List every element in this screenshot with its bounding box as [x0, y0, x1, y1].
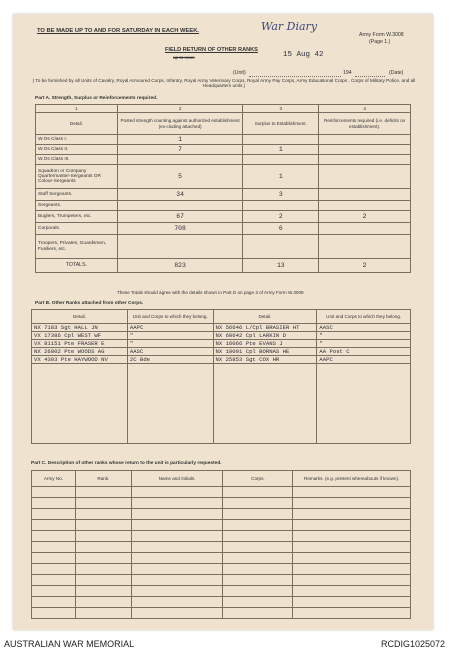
table-row	[32, 348, 411, 356]
table-row	[32, 332, 411, 340]
totals-surplus: 13	[243, 259, 319, 273]
attached-detail: VX 81151 Pte FRASER E	[32, 340, 128, 348]
form-title: FIELD RETURN OF OTHER RANKS	[165, 47, 258, 53]
archive-credit: AUSTRALIAN WAR MEMORIAL	[4, 639, 135, 649]
col-number: 2	[117, 105, 243, 113]
table-row	[32, 356, 411, 364]
archive-id: RCDIG1025072	[380, 639, 445, 649]
col-header-detail: Detail.	[213, 310, 317, 324]
row-label: Squadron or Company Quartermaster-Sergeants OR Colour-Sergeants	[36, 165, 118, 189]
posted-value: 1	[117, 135, 243, 145]
table-row	[36, 201, 411, 211]
table-row	[36, 189, 411, 201]
col-number: 4	[319, 105, 411, 113]
part-b-title: Part B. Other Ranks attached from other Corps.	[35, 301, 144, 306]
attached-detail: NX 60642 Cpl LARKIN D	[213, 332, 317, 340]
posted-value	[117, 235, 243, 259]
unit-label: (Unit)	[233, 70, 246, 76]
table-row	[36, 155, 411, 165]
reinf-value	[319, 223, 411, 235]
surplus-value: 3	[243, 189, 319, 201]
surplus-value	[243, 235, 319, 259]
totals-posted: 823	[117, 259, 243, 273]
table-row	[32, 324, 411, 332]
part-c-title: Part C. Description of other ranks whose return to the unit is particularly requested.	[31, 461, 222, 466]
col-header-corps: Corps.	[223, 471, 293, 487]
totals-label: TOTALS.	[36, 259, 118, 273]
part-b-table	[31, 309, 411, 444]
table-row	[36, 223, 411, 235]
reinf-value: 2	[319, 211, 411, 223]
form-page: (Page 1.)	[369, 39, 391, 45]
reinf-value	[319, 135, 411, 145]
col-number: 3	[243, 105, 319, 113]
reinf-value	[319, 155, 411, 165]
col-header-rank: Rank.	[75, 471, 131, 487]
posted-value: 7	[117, 145, 243, 155]
reinf-value	[319, 189, 411, 201]
posted-value	[117, 201, 243, 211]
return-date: 15 Aug 42	[283, 51, 324, 59]
surplus-value	[243, 135, 319, 145]
year-label: 194	[343, 70, 352, 76]
form-applicability-note: ( To be furnished by all Units of Cavalry, Royal Armoured Corps, Infantry, Royal Army Veterinary Corps, Royal Army Pay Corps, Army Educational Corps , Corps of Military Police, and all Headquarters units.)	[32, 78, 416, 89]
attached-unit: AASC	[127, 348, 213, 356]
reinf-value	[319, 235, 411, 259]
attached-detail: NX 25853 Sgt COX HR	[213, 356, 317, 364]
attached-unit: 2C Bde	[127, 356, 213, 364]
header-instruction: TO BE MADE UP TO AND FOR SATURDAY IN EACH WEEK.	[37, 28, 200, 34]
table-row	[36, 235, 411, 259]
posted-value	[117, 155, 243, 165]
attached-unit: AASC	[317, 324, 411, 332]
col-header-unit: Unit and Corps to which they belong.	[317, 310, 411, 324]
table-row	[36, 145, 411, 155]
col-header-posted: Posted strength counting against authorized establishment (ex-cluding attached)	[117, 113, 243, 135]
war-diary-stamp: War Diary	[261, 20, 318, 33]
col-header-army-no: Army No.	[32, 471, 76, 487]
row-label: Staff Sergeants.	[36, 189, 118, 201]
posted-value: 34	[117, 189, 243, 201]
attached-detail: NX 7183 Sgt HALL JN	[32, 324, 128, 332]
attached-unit: "	[127, 332, 213, 340]
row-label: Corporals.	[36, 223, 118, 235]
col-header-surplus: Surplus to Establishment.	[243, 113, 319, 135]
col-number: 1	[36, 105, 118, 113]
row-label: Troopers, Privates, Guardsmen, Fusiliers, etc.	[36, 235, 118, 259]
posted-value: 67	[117, 211, 243, 223]
date-label: (Date)	[389, 70, 404, 76]
attached-unit: AAPC	[317, 356, 411, 364]
reinf-value	[319, 145, 411, 155]
col-header-unit: Unit and Corps to which they belong.	[127, 310, 213, 324]
form-sheet	[13, 14, 433, 630]
attached-unit: AAPC	[127, 324, 213, 332]
reinf-value	[319, 201, 411, 211]
table-row	[36, 211, 411, 223]
attached-unit: "	[317, 332, 411, 340]
table-row	[36, 135, 411, 145]
surplus-value	[243, 201, 319, 211]
part-c-table	[31, 470, 411, 619]
row-label: W.Os Class II.	[36, 145, 118, 155]
surplus-value: 6	[243, 223, 319, 235]
posted-value: 5	[117, 165, 243, 189]
attached-unit: AA Post C	[317, 348, 411, 356]
posted-value: 708	[117, 223, 243, 235]
col-header-detail: Detail.	[36, 113, 118, 135]
attached-detail: VX 4303 Pte HAYWOOD NV	[32, 356, 128, 364]
part-a-title: Part A. Strength, Surplus or Reinforcements required.	[35, 96, 158, 101]
attached-detail: NX 10001 Cpl BORNAS HE	[213, 348, 317, 356]
col-header-reinforcements: Reinforcements required (i.e. deficits on establishment).	[319, 113, 411, 135]
col-header-name: Name and Initials.	[131, 471, 223, 487]
struck-line: up to noon	[173, 55, 195, 60]
table-row	[32, 340, 411, 348]
attached-detail: NX 16066 Pte EVANS J	[213, 340, 317, 348]
row-label: W.Os Class I.	[36, 135, 118, 145]
form-name: Army Form W.3008	[359, 32, 404, 38]
row-label: W.Os Class III.	[36, 155, 118, 165]
attached-detail: VX 17386 Cpl WEST WF	[32, 332, 128, 340]
surplus-value: 1	[243, 165, 319, 189]
attached-unit: "	[127, 340, 213, 348]
archive-footer	[0, 633, 449, 653]
surplus-value	[243, 155, 319, 165]
part-a-table	[35, 104, 411, 273]
totals-note: These Totals should agree with the details shown in Part D on page 3 of Army Form W.3009	[117, 290, 304, 295]
row-label: Sergeants.	[36, 201, 118, 211]
surplus-value: 1	[243, 145, 319, 155]
attached-detail: NX 56646 L/Cpl BRASIER HT	[213, 324, 317, 332]
col-header-remarks: Remarks. (e.g. present whereabouts if known).	[293, 471, 411, 487]
surplus-value: 2	[243, 211, 319, 223]
row-label: Buglers, Trumpeters, etc.	[36, 211, 118, 223]
reinf-value	[319, 165, 411, 189]
attached-detail: NX 26802 Pte WOODS AG	[32, 348, 128, 356]
table-row	[36, 165, 411, 189]
totals-row	[36, 259, 411, 273]
totals-reinf: 2	[319, 259, 411, 273]
attached-unit: "	[317, 340, 411, 348]
col-header-detail: Detail.	[32, 310, 128, 324]
